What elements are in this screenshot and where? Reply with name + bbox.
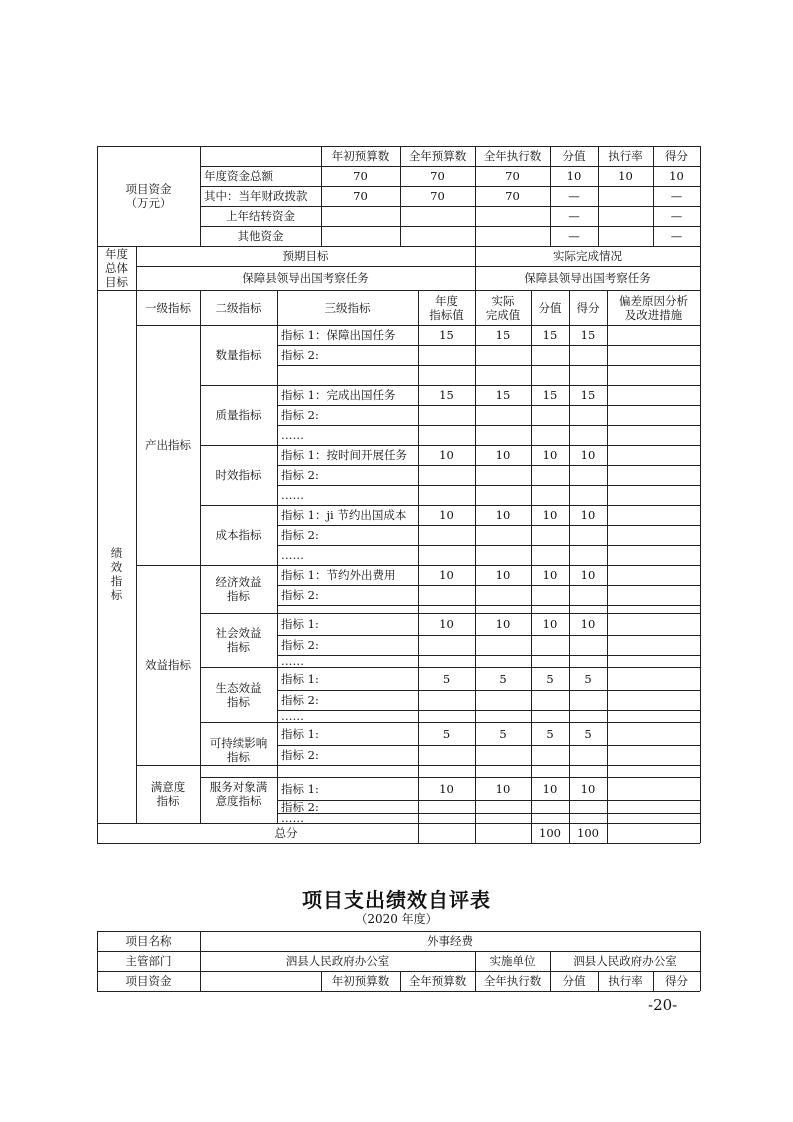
perf-header: 得分 (576, 300, 600, 315)
table-rule (277, 655, 700, 656)
indicator-name: 指标 2: (281, 468, 319, 482)
project-name: 外事经费 (427, 934, 473, 948)
budget-row-label: 年度资金总额 (204, 169, 273, 183)
indicator-value: 10 (495, 448, 511, 462)
budget-header: 得分 (665, 149, 688, 163)
indicator-value: 15 (495, 328, 511, 342)
goal-actual-header: 实际完成情况 (553, 249, 622, 263)
table-rule (97, 991, 700, 992)
table-rule (277, 745, 700, 746)
indicator-value: 5 (499, 671, 507, 686)
indicator-value: 10 (542, 508, 558, 522)
budget-cell: — (670, 189, 683, 203)
table-rule (200, 166, 700, 167)
table-rule (200, 613, 277, 614)
table-rule (200, 667, 277, 668)
table-rule (277, 505, 700, 506)
table-rule (136, 266, 700, 267)
table-rule (200, 777, 277, 778)
indicator-value: 5 (584, 726, 592, 741)
section-title: 项目支出绩效自评表 (302, 888, 491, 912)
budget-cell: 70 (505, 189, 520, 203)
indicator-name: …… (281, 488, 304, 502)
indicator-name: 指标 2: (281, 528, 319, 542)
indicator-name: 指标 1：ji 节约出国成本 (281, 508, 407, 522)
table-rule (97, 146, 700, 147)
indicator-value: 15 (495, 388, 511, 402)
indicator-value: 10 (439, 568, 454, 582)
indicator-value: 10 (495, 568, 511, 582)
perf-header: 分值 (538, 300, 562, 315)
page-number: -20- (648, 996, 678, 1014)
level2-indicator: 时效指标 (215, 468, 262, 482)
budget-cell: 70 (505, 169, 520, 183)
total-got: 100 (577, 826, 599, 840)
budget-cell: — (568, 209, 580, 223)
budget-cell: — (568, 229, 580, 243)
project-name-label: 项目名称 (125, 934, 172, 948)
indicator-value: 10 (439, 617, 454, 631)
table-rule (277, 525, 700, 526)
table-rule (136, 765, 277, 766)
level2-indicator: 数量指标 (215, 348, 262, 362)
table-rule (97, 823, 700, 824)
indicator-value: 10 (495, 508, 511, 522)
table-rule (277, 545, 700, 546)
budget-cell: — (670, 209, 683, 223)
indicator-value: 10 (495, 617, 511, 631)
table-rule (277, 722, 700, 723)
table-rule (200, 722, 277, 723)
indicator-value: 5 (546, 671, 554, 686)
indicator-value: 10 (580, 568, 596, 582)
funds-header: 全年预算数 (408, 974, 467, 988)
indicator-value: 10 (439, 508, 454, 522)
table-rule (97, 246, 700, 247)
funds-label: 项目资金 (125, 974, 172, 988)
funds-header: 全年执行数 (483, 974, 542, 988)
table-rule (277, 765, 700, 766)
level2-indicator: 质量指标 (215, 408, 262, 422)
table-rule (97, 931, 700, 932)
indicator-name: 指标 1: (281, 617, 319, 631)
indicator-name: 指标 1: (281, 781, 319, 796)
table-rule (200, 226, 700, 227)
table-rule (277, 613, 700, 614)
indicator-value: 10 (495, 781, 511, 796)
indicator-value: 5 (442, 671, 451, 686)
table-rule (277, 290, 278, 823)
table-rule (277, 605, 700, 606)
indicator-name: 指标 1：按时间开展任务 (281, 448, 407, 462)
indicator-value: 10 (580, 781, 596, 796)
dept-label: 主管部门 (125, 954, 172, 968)
indicator-value: 15 (580, 388, 596, 402)
indicator-name: …… (281, 654, 304, 668)
indicator-name: …… (281, 709, 304, 723)
perf-header: 实际 完成值 (485, 293, 521, 322)
table-rule (200, 445, 277, 446)
perf-header: 一级指标 (145, 300, 191, 315)
indicator-name: 指标 2: (281, 348, 319, 362)
level2-indicator: 经济效益 指标 (215, 575, 262, 603)
indicator-name: …… (281, 548, 304, 562)
budget-cell: 70 (353, 189, 368, 203)
indicator-name: 指标 2: (281, 693, 319, 707)
level2-indicator: 服务对象满 意度指标 (209, 780, 268, 808)
table-rule (97, 843, 700, 844)
table-rule (418, 290, 419, 843)
indicator-value: 10 (542, 448, 558, 462)
goal-actual: 保障县领导出国考察任务 (524, 271, 651, 285)
table-rule (136, 290, 137, 823)
table-rule (277, 465, 700, 466)
indicator-value: 5 (584, 671, 592, 686)
section-year: （2020 年度） (355, 912, 438, 926)
budget-cell: — (568, 189, 580, 203)
indicator-name: 指标 2: (281, 799, 319, 814)
table-rule (700, 931, 701, 991)
indicator-value: 10 (439, 448, 454, 462)
budget-cell: 70 (430, 169, 445, 183)
budget-header: 全年预算数 (408, 149, 467, 163)
table-rule (277, 385, 700, 386)
table-rule (200, 186, 700, 187)
perf-header: 年度 指标值 (429, 293, 464, 322)
level2-indicator: 社会效益 指标 (215, 626, 262, 654)
funds-header: 分值 (562, 974, 586, 988)
table-rule (277, 365, 700, 366)
perf-header: 三级指标 (324, 300, 371, 315)
table-rule (700, 146, 701, 246)
indicator-value: 15 (542, 388, 558, 402)
indicator-value: 15 (542, 328, 558, 342)
table-rule (475, 290, 476, 843)
table-rule (200, 505, 277, 506)
indicator-value: 10 (580, 617, 596, 631)
table-rule (277, 690, 700, 691)
indicator-name: 指标 2: (281, 638, 319, 652)
funds-header: 得分 (665, 974, 688, 988)
table-rule (700, 290, 701, 843)
table-rule (277, 585, 700, 586)
table-rule (277, 800, 700, 801)
indicator-name: 指标 1: (281, 671, 319, 686)
indicator-value: 15 (580, 328, 596, 342)
level2-indicator: 成本指标 (215, 528, 262, 542)
goal-expected-header: 预期目标 (282, 249, 329, 263)
table-rule (607, 290, 608, 843)
indicator-value: 10 (580, 508, 596, 522)
table-rule (277, 667, 700, 668)
table-rule (277, 405, 700, 406)
perf-header: 二级指标 (215, 300, 262, 315)
table-rule (569, 290, 570, 843)
budget-header: 全年执行数 (483, 149, 542, 163)
perf-header: 偏差原因分析 及改进措施 (619, 293, 688, 322)
indicator-value: 10 (439, 781, 454, 796)
indicator-name: 指标 2: (281, 748, 319, 762)
indicator-value: 15 (439, 328, 454, 342)
level1-indicator: 产出指标 (145, 438, 191, 452)
budget-header: 执行率 (608, 149, 643, 163)
indicator-value: 5 (499, 726, 507, 741)
impl-name: 泗县人民政府办公室 (573, 954, 677, 968)
perf-label: 绩 效 指 标 (110, 546, 123, 602)
budget-cell: 10 (566, 169, 582, 183)
budget-row-label: 其中：当年财政拨款 (204, 189, 308, 203)
funds-header: 执行率 (608, 974, 643, 988)
table-rule (277, 777, 700, 778)
indicator-name: 指标 1: (281, 726, 319, 741)
total-score: 100 (539, 826, 561, 840)
table-rule (136, 565, 277, 566)
budget-cell: 70 (353, 169, 368, 183)
level2-indicator: 可持续影响 指标 (209, 735, 268, 764)
budget-header: 年初预算数 (331, 149, 390, 163)
table-rule (277, 635, 700, 636)
budget-cell: — (670, 229, 683, 243)
indicator-name: 指标 2: (281, 408, 319, 422)
total-label: 总分 (274, 826, 298, 840)
goal-label: 年度 总体 目标 (105, 247, 128, 289)
table-rule (277, 565, 700, 566)
budget-cell: 10 (669, 169, 684, 183)
indicator-name: 指标 2: (281, 588, 319, 602)
table-rule (700, 246, 701, 290)
level1-indicator: 效益指标 (145, 658, 191, 672)
impl-label: 实施单位 (489, 954, 536, 968)
indicator-name: …… (281, 811, 304, 825)
table-rule (97, 971, 700, 972)
dept-name: 泗县人民政府办公室 (285, 954, 390, 968)
indicator-value: 10 (542, 617, 558, 631)
budget-cell: 10 (618, 169, 633, 183)
budget-row-label: 其他资金 (237, 229, 284, 243)
indicator-value: 10 (580, 448, 596, 462)
budget-header: 分值 (562, 149, 586, 163)
indicator-value: 15 (439, 388, 454, 402)
level1-indicator: 满意度 指标 (150, 780, 186, 808)
indicator-value: 5 (546, 726, 554, 741)
indicator-name: 指标 1：保障出国任务 (281, 328, 396, 342)
table-rule (277, 345, 700, 346)
indicator-value: 5 (442, 726, 451, 741)
level2-indicator: 生态效益 指标 (215, 680, 262, 709)
indicator-value: 10 (542, 568, 558, 582)
budget-row-label: 上年结转资金 (226, 209, 295, 223)
indicator-name: …… (281, 428, 304, 442)
budget-label: 项目资金 （万元） (125, 182, 172, 210)
table-rule (277, 445, 700, 446)
indicator-name: 指标 1：节约外出费用 (281, 568, 396, 582)
indicator-name: 指标 1：完成出国任务 (281, 388, 396, 402)
table-rule (97, 290, 700, 291)
table-rule (277, 425, 700, 426)
indicator-value: 10 (542, 781, 558, 796)
table-rule (97, 951, 700, 952)
table-rule (531, 290, 532, 843)
table-rule (200, 385, 277, 386)
budget-cell: 70 (430, 189, 445, 203)
table-rule (277, 813, 700, 814)
table-rule (277, 710, 700, 711)
table-rule (200, 206, 700, 207)
table-rule (277, 485, 700, 486)
goal-expected: 保障县领导出国考察任务 (242, 271, 369, 285)
funds-header: 年初预算数 (331, 974, 390, 988)
